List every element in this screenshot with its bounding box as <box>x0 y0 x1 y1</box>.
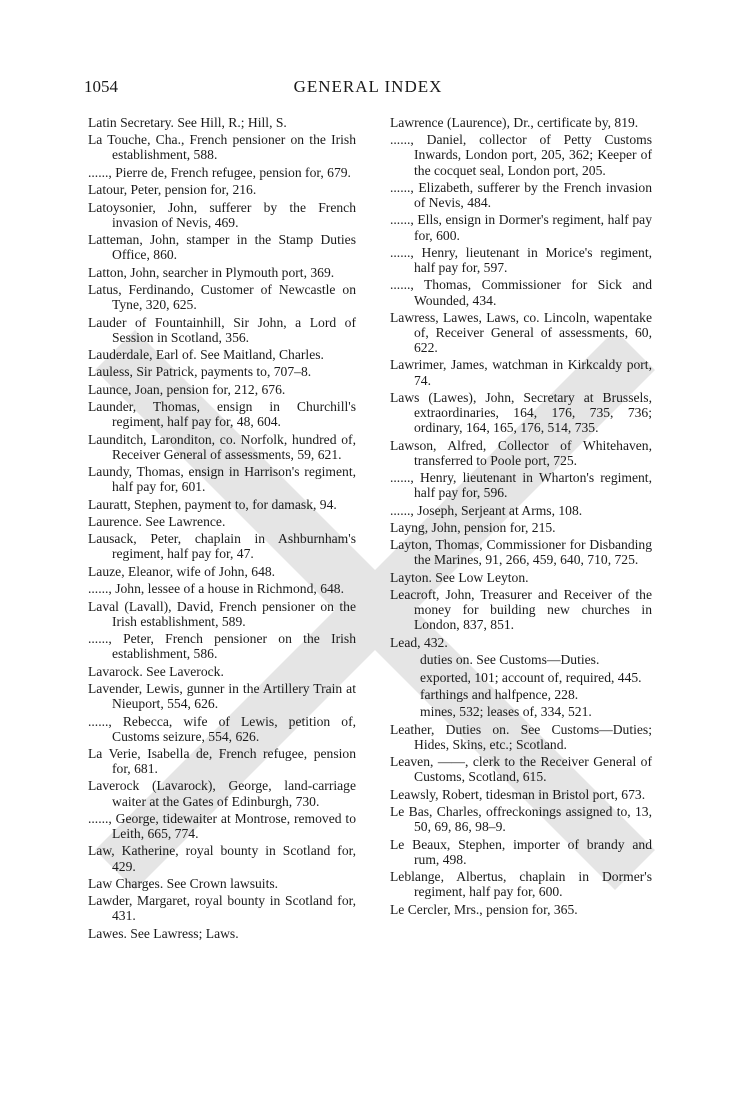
index-subentry: farthings and halfpence, 228. <box>420 686 579 702</box>
index-entry: Lauless, Sir Patrick, payments to, 707–8. <box>88 364 312 380</box>
index-entry: Lawress, Lawes, Laws, co. Lincoln, wapentake of, Receiver General of assessments, 60, 622. <box>390 309 652 356</box>
index-entry: Latus, Ferdinando, Customer of Newcastle on Tyne, 320, 625. <box>88 282 356 313</box>
index-entry: Lawder, Margaret, royal bounty in Scotland for, 431. <box>88 893 356 924</box>
index-subentry: duties on. See Customs—Duties. <box>420 652 600 668</box>
index-entry: Leaven, ——, clerk to the Receiver General of Customs, Scotland, 615. <box>390 754 652 785</box>
index-entry: Lawson, Alfred, Collector of Whitehaven, transferred to Poole port, 725. <box>390 437 652 468</box>
index-entry: Laverock (Lavarock), George, land-carriage waiter at the Gates of Edinburgh, 730. <box>88 778 356 809</box>
index-entry: Le Cercler, Mrs., pension for, 365. <box>390 901 578 917</box>
index-entry: Latoysonier, John, sufferer by the French invasion of Nevis, 469. <box>88 199 356 230</box>
page-title: GENERAL INDEX <box>293 77 443 96</box>
index-entry: ......, Rebecca, wife of Lewis, petition of, Customs seizure, 554, 626. <box>88 713 356 744</box>
index-entry: Layton, Thomas, Commissioner for Disbanding the Marines, 91, 266, 459, 640, 710, 725. <box>390 537 652 568</box>
index-entry: ......, Elizabeth, sufferer by the French invasion of Nevis, 484. <box>390 179 652 211</box>
page-number: 1054 <box>84 77 118 96</box>
index-entry: ......, Peter, French pensioner on the Irish establishment, 586. <box>88 631 356 662</box>
index-entry: ......, Thomas, Commissioner for Sick and Wounded, 434. <box>390 277 652 308</box>
index-entry: Lawrimer, James, watchman in Kirkcaldy port, 74. <box>390 357 652 388</box>
index-entry: La Verie, Isabella de, French refugee, pension for, 681. <box>88 745 356 777</box>
index-entry: Lauze, Eleanor, wife of John, 648. <box>88 563 276 579</box>
index-entry: Laurence. See Lawrence. <box>88 514 226 529</box>
index-entry: Latin Secretary. See Hill, R.; Hill, S. <box>88 115 287 130</box>
index-entry: Leacroft, John, Treasurer and Receiver of the money for building new churches in London, 837, 851. <box>390 587 652 633</box>
index-entry: Leather, Duties on. See Customs—Duties; Hides, Skins, etc.; Scotland. <box>390 721 652 752</box>
index-entry: Lawrence (Laurence), Dr., certificate by, 819. <box>390 115 639 130</box>
index-entry: Latour, Peter, pension for, 216. <box>88 182 257 198</box>
index-entry: ......, Henry, lieutenant in Morice's regiment, half pay for, 597. <box>390 244 652 276</box>
index-entry: Lauratt, Stephen, payment to, for damask, 94. <box>88 496 337 512</box>
right-column <box>390 115 652 919</box>
index-entry: Launce, Joan, pension for, 212, 676. <box>88 381 286 397</box>
index-entry: Laval (Lavall), David, French pensioner on the Irish establishment, 589. <box>88 598 356 629</box>
index-entry: Lauder of Fountainhill, Sir John, a Lord of Session in Scotland, 356. <box>88 314 356 345</box>
index-entry: La Touche, Cha., French pensioner on the Irish establishment, 588. <box>88 132 356 163</box>
index-entry: ......, John, lessee of a house in Richmond, 648. <box>88 581 344 597</box>
index-entry: ......, George, tidewaiter at Montrose, removed to Leith, 665, 774. <box>88 810 356 842</box>
index-entry: ......, Joseph, Serjeant at Arms, 108. <box>390 502 583 518</box>
index-entry: Lead, 432. <box>390 634 448 650</box>
index-entry: Le Beaux, Stephen, importer of brandy and rum, 498. <box>390 836 652 867</box>
index-entry: Law, Katherine, royal bounty in Scotland for, 429. <box>88 843 356 874</box>
index-entry: Law Charges. See Crown lawsuits. <box>88 875 279 891</box>
index-entry: Lavarock. See Laverock. <box>88 663 224 679</box>
index-entry: Laws (Lawes), John, Secretary at Brussels, extraordinaries, 164, 176, 735, 736; ordinary, 164, 165, 176, 514, 735. <box>390 389 652 436</box>
index-entry: ......, Ells, ensign in Dormer's regiment, half pay for, 600. <box>390 212 652 243</box>
index-entry: ......, Daniel, collector of Petty Customs Inwards, London port, 205, 362; Keeper of the cocquet seal, London port, 205. <box>390 132 652 178</box>
left-column <box>88 115 356 943</box>
index-entry: Layton. See Low Leyton. <box>390 569 529 585</box>
index-subentry: mines, 532; leases of, 334, 521. <box>420 704 592 720</box>
index-entry: Le Bas, Charles, offreckonings assigned to, 13, 50, 69, 86, 98–9. <box>390 804 652 835</box>
index-entry: Leblange, Albertus, chaplain in Dormer's regiment, half pay for, 600. <box>390 869 652 900</box>
index-entry: Launder, Thomas, ensign in Churchill's regiment, half pay for, 48, 604. <box>88 399 356 430</box>
index-entry: Lausack, Peter, chaplain in Ashburnham's regiment, half pay for, 47. <box>88 531 356 562</box>
index-entry: Launditch, Laronditon, co. Norfolk, hundred of, Receiver General of assessments, 59, 621. <box>88 431 356 462</box>
index-entry: Leawsly, Robert, tidesman in Bristol port, 673. <box>390 786 646 802</box>
index-entry: Lauderdale, Earl of. See Maitland, Charles. <box>88 346 324 362</box>
index-entry: Latteman, John, stamper in the Stamp Duties Office, 860. <box>88 232 356 263</box>
index-subentry: exported, 101; account of, required, 445. <box>420 669 642 685</box>
index-entry: ......, Pierre de, French refugee, pension for, 679. <box>88 164 351 180</box>
page-header <box>84 77 652 101</box>
index-entry: ......, Henry, lieutenant in Wharton's regiment, half pay for, 596. <box>390 470 652 501</box>
index-entry: Laundy, Thomas, ensign in Harrison's regiment, half pay for, 601. <box>88 464 356 495</box>
index-entry: Layng, John, pension for, 215. <box>390 519 556 535</box>
index-entry: Lavender, Lewis, gunner in the Artillery Train at Nieuport, 554, 626. <box>88 681 356 712</box>
index-entry: Lawes. See Lawress; Laws. <box>88 925 239 941</box>
index-entry: Latton, John, searcher in Plymouth port, 369. <box>88 264 335 280</box>
